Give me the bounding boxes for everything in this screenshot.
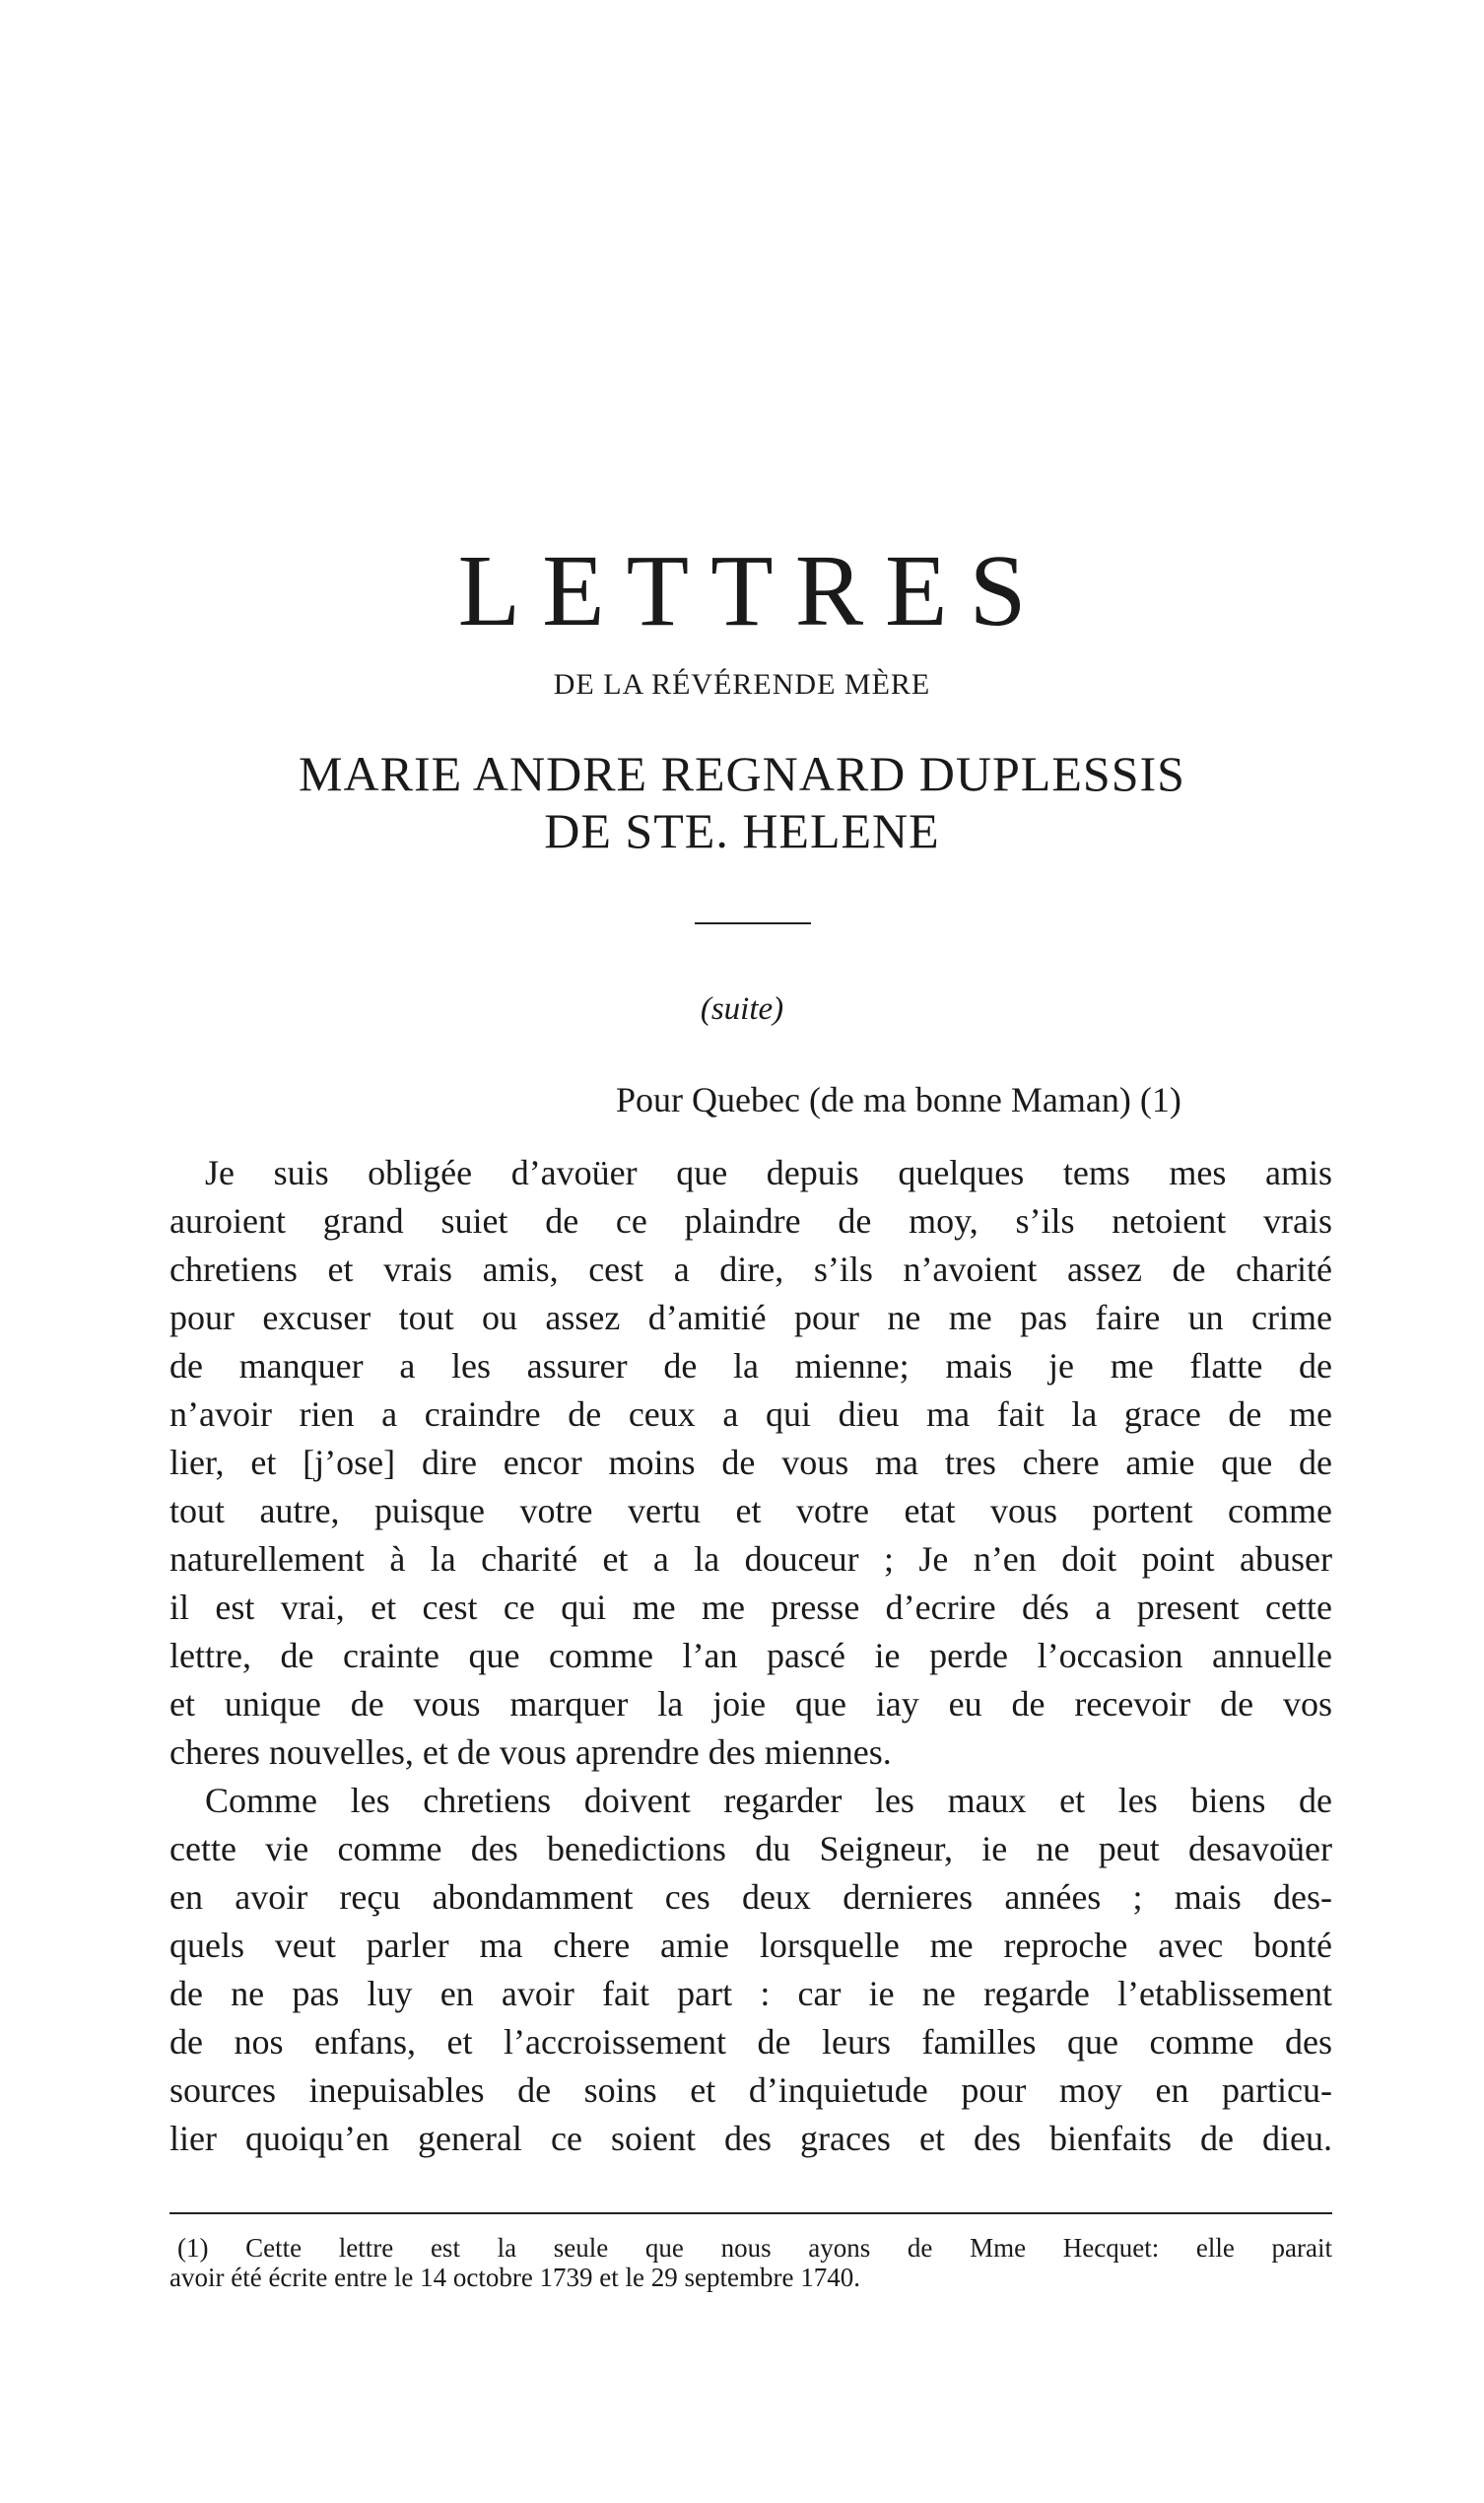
author-name-line-2: DE STE. HELENE <box>544 803 940 858</box>
continuation-label: (suite) <box>700 991 784 1027</box>
footnote-line: avoir été écrite entre le 14 octobre 1739 et le 29 septembre 1740. <box>169 2263 860 2292</box>
title-divider <box>695 922 811 924</box>
body-line: naturellement à la charité et a la douceur ; Je n’en doit point abuser <box>169 1539 1332 1579</box>
body-line: cheres nouvelles, et de vous aprendre des miennes. <box>169 1732 892 1772</box>
body-line: Je suis obligée d’avoüer que depuis quelques tems mes amis <box>205 1153 1332 1192</box>
footnote-line: (1) Cette lettre est la seule que nous ayons de Mme Hecquet: elle parait <box>177 2233 1332 2263</box>
body-line: lettre, de crainte que comme l’an pascé ie perde l’occasion annuelle <box>169 1636 1332 1675</box>
body-line: sources inepuisables de soins et d’inquietude pour moy en particu- <box>169 2070 1332 2110</box>
body-line: cette vie comme des benedictions du Seigneur, ie ne peut desavoüer <box>169 1829 1332 1868</box>
page-title: LETTRES <box>457 534 1048 647</box>
body-line: de manquer a les assurer de la mienne; mais je me flatte de <box>169 1346 1332 1386</box>
body-line: chretiens et vrais amis, cest a dire, s’ils n’avoient assez de charité <box>169 1250 1332 1289</box>
author-name-line-1: MARIE ANDRE REGNARD DUPLESSIS <box>299 746 1185 801</box>
body-line: n’avoir rien a craindre de ceux a qui dieu ma fait la grace de me <box>169 1394 1332 1434</box>
body-line: de ne pas luy en avoir fait part : car ie ne regarde l’etablissement <box>169 1974 1332 2013</box>
subtitle-of-line: DE LA RÉVÉRENDE MÈRE <box>553 668 931 701</box>
body-line: lier, et [j’ose] dire encor moins de vous ma tres chere amie que de <box>169 1443 1332 1482</box>
body-line: lier quoiqu’en general ce soient des graces et des bienfaits de dieu. <box>169 2119 1332 2158</box>
letter-address: Pour Quebec (de ma bonne Maman) (1) <box>616 1080 1181 1119</box>
body-line: Comme les chretiens doivent regarder les maux et les biens de <box>205 1781 1332 1820</box>
body-line: pour excuser tout ou assez d’amitié pour ne me pas faire un crime <box>169 1298 1332 1337</box>
letter-body <box>169 1149 1332 2163</box>
body-line: il est vrai, et cest ce qui me me presse d’ecrire dés a present cette <box>169 1588 1332 1627</box>
body-line: en avoir reçu abondamment ces deux dernieres années ; mais des- <box>169 1877 1332 1917</box>
body-line: tout autre, puisque votre vertu et votre etat vous portent comme <box>169 1491 1332 1530</box>
body-line: de nos enfans, et l’accroissement de leurs familles que comme des <box>169 2022 1332 2062</box>
footnote-divider <box>169 2212 1332 2214</box>
footnote <box>169 2233 1332 2292</box>
body-line: quels veut parler ma chere amie lorsquelle me reproche avec bonté <box>169 1926 1332 1965</box>
body-line: et unique de vous marquer la joie que iay eu de recevoir de vos <box>169 1684 1332 1724</box>
body-line: auroient grand suiet de ce plaindre de moy, s’ils netoient vrais <box>169 1201 1332 1241</box>
